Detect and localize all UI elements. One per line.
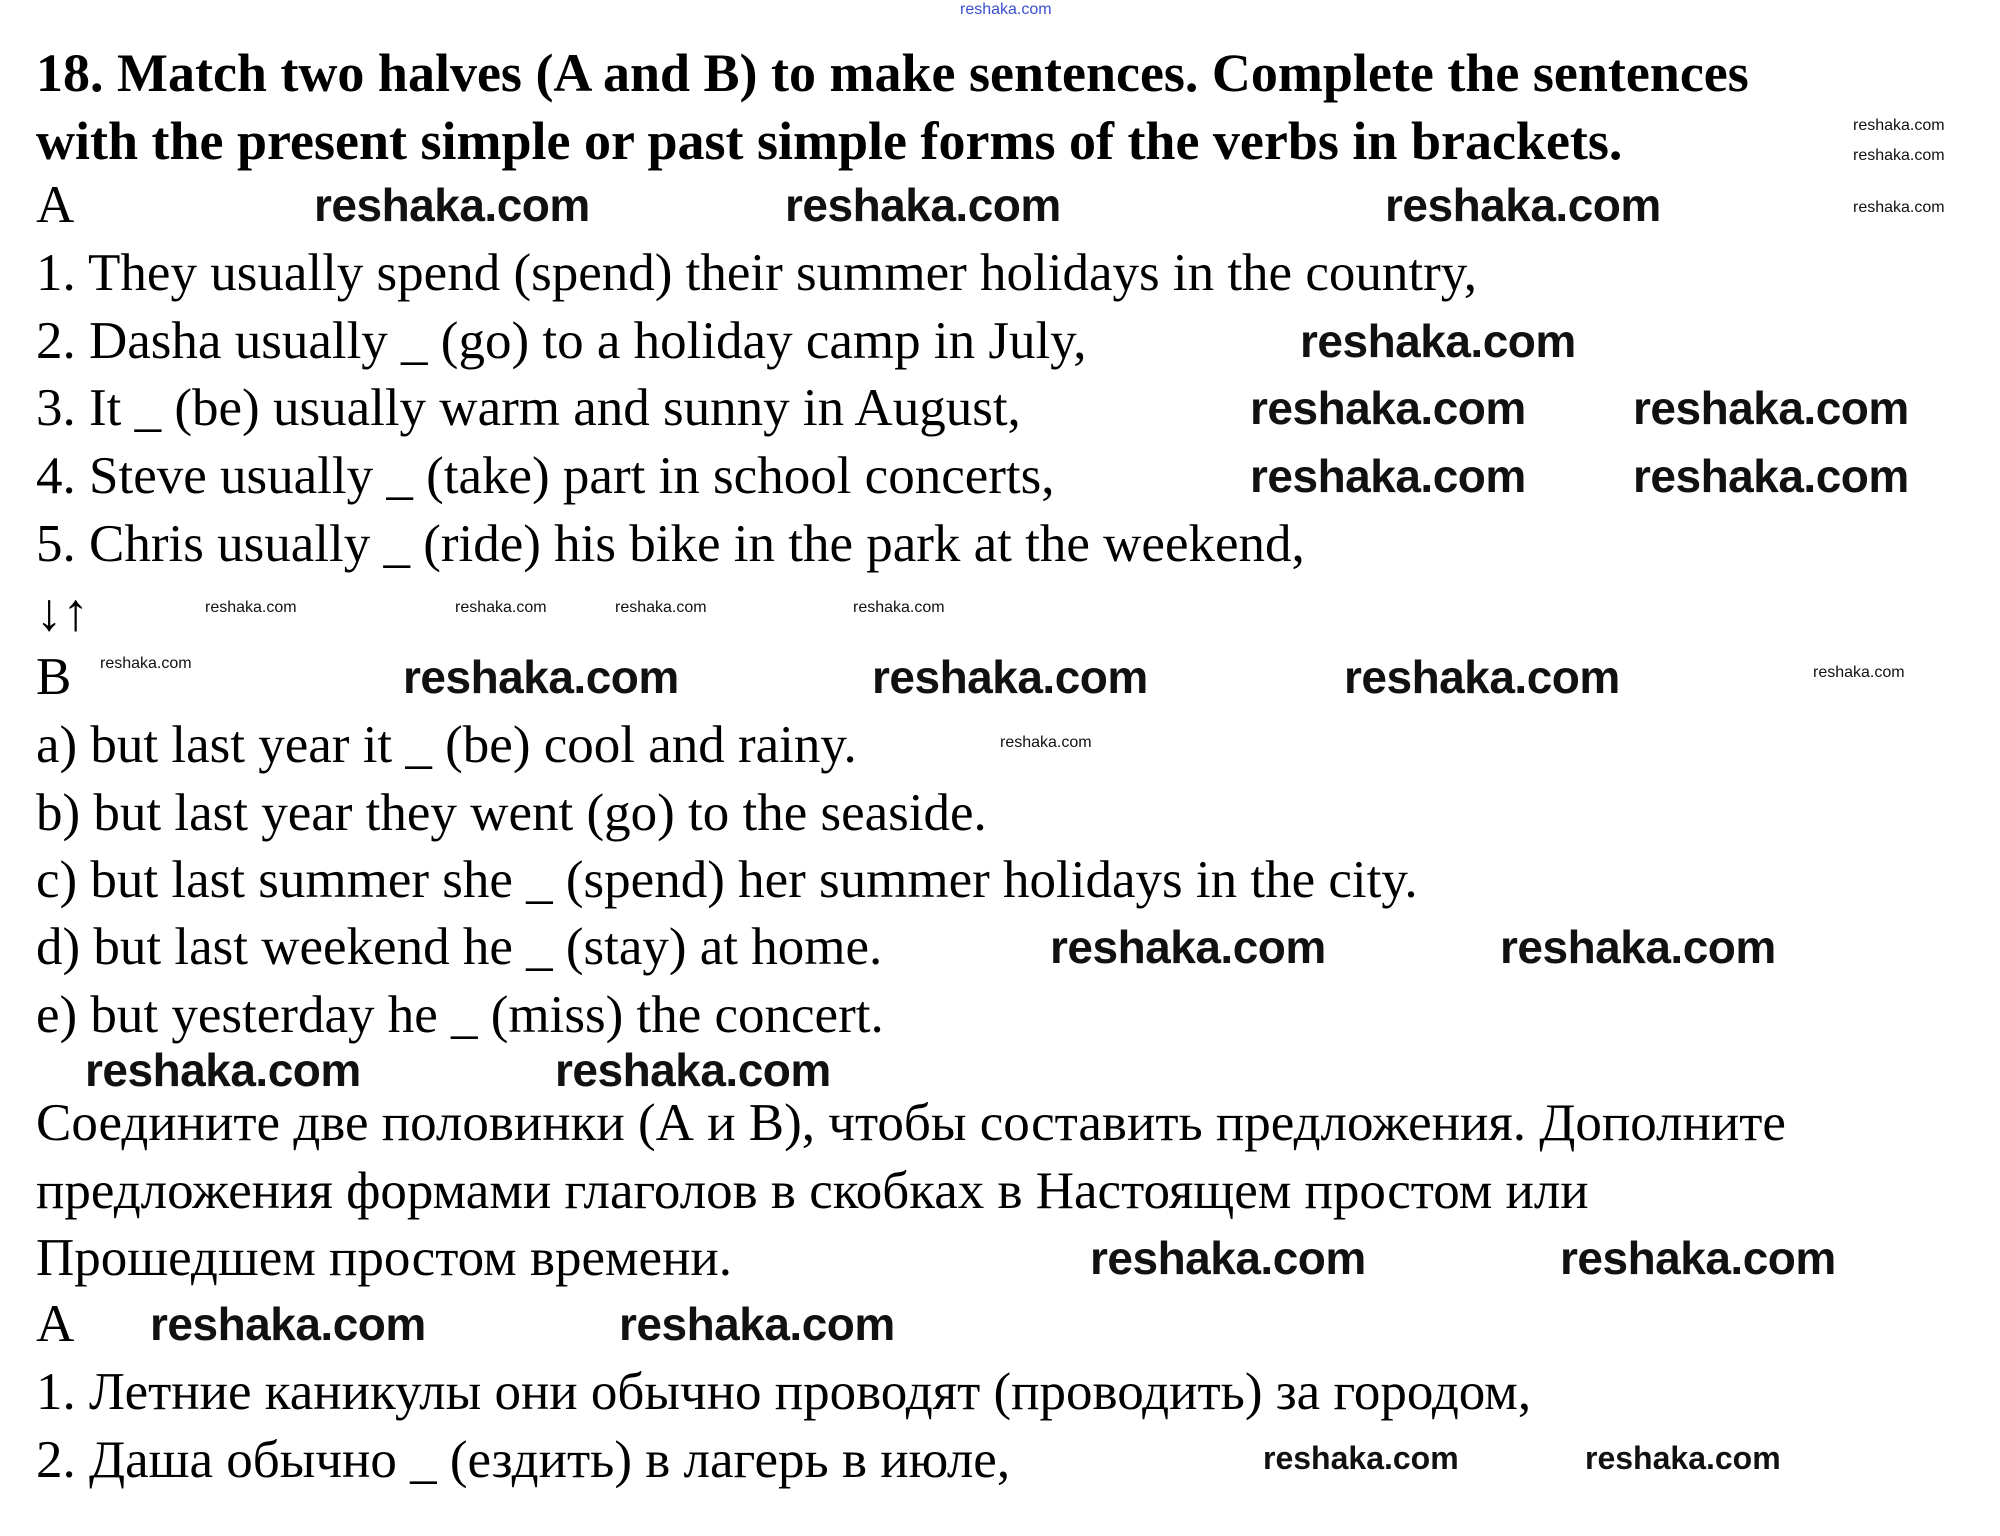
watermark-text: reshaka.com	[872, 651, 1148, 703]
part-b-item-b: b) but last year they went (go) to the seaside.	[36, 784, 987, 842]
translation-item-1: 1. Летние каникулы они обычно проводят (проводить) за городом,	[36, 1363, 1532, 1421]
watermark-text: reshaka.com	[1853, 117, 1945, 134]
watermark-text: reshaka.com	[1385, 179, 1661, 231]
watermark-text: reshaka.com	[1050, 921, 1326, 973]
watermark-text: reshaka.com	[615, 599, 707, 616]
watermark-text: reshaka.com	[1250, 450, 1526, 502]
part-a-item-5: 5. Chris usually _ (ride) his bike in the park at the weekend,	[36, 515, 1305, 573]
translation-line-2: предложения формами глаголов в скобках в Настоящем простом или	[36, 1162, 1589, 1220]
watermark-text: reshaka.com	[403, 651, 679, 703]
watermark-text: reshaka.com	[1263, 1440, 1459, 1476]
part-b-item-c: c) but last summer she _ (spend) her summer holidays in the city.	[36, 851, 1418, 909]
watermark-text: reshaka.com	[455, 599, 547, 616]
part-b-item-d: d) but last weekend he _ (stay) at home.	[36, 918, 883, 976]
part-a-item-1: 1. They usually spend (spend) their summer holidays in the country,	[36, 244, 1478, 302]
watermark-text: reshaka.com	[785, 179, 1061, 231]
watermark-text: reshaka.com	[1633, 382, 1909, 434]
watermark-text: reshaka.com	[205, 599, 297, 616]
watermark-text: reshaka.com	[1853, 199, 1945, 216]
watermark-text: reshaka.com	[1853, 147, 1945, 164]
watermark-text: reshaka.com	[1560, 1232, 1836, 1284]
watermark-text: reshaka.com	[853, 599, 945, 616]
watermark-text: reshaka.com	[1633, 450, 1909, 502]
watermark-text: reshaka.com	[1585, 1440, 1781, 1476]
part-a-item-3: 3. It _ (be) usually warm and sunny in August,	[36, 379, 1021, 437]
watermark-text: reshaka.com	[1500, 921, 1776, 973]
translation-line-3: Прошедшем простом времени.	[36, 1229, 733, 1287]
watermark-text: reshaka.com	[1090, 1232, 1366, 1284]
watermark-text: reshaka.com	[1300, 315, 1576, 367]
translation-part-a-label: А	[36, 1295, 75, 1353]
watermark-text: reshaka.com	[314, 179, 590, 231]
watermark-text: reshaka.com	[1000, 734, 1092, 751]
watermark-text: reshaka.com	[619, 1298, 895, 1350]
watermark-text: reshaka.com	[150, 1298, 426, 1350]
translation-item-2: 2. Даша обычно _ (ездить) в лагерь в июле,	[36, 1431, 1011, 1489]
exercise-title-line-2: with the present simple or past simple forms of the verbs in brackets.	[36, 111, 1623, 171]
watermark-text: reshaka.com	[1250, 382, 1526, 434]
part-b-label: B	[36, 648, 72, 706]
part-a-item-4: 4. Steve usually _ (take) part in school concerts,	[36, 447, 1055, 505]
part-b-item-e: e) but yesterday he _ (miss) the concert.	[36, 986, 884, 1044]
part-a-label: A	[36, 176, 75, 234]
translation-line-1: Соедините две половинки (А и В), чтобы составить предложения. Дополните	[36, 1094, 1786, 1152]
part-b-item-a: a) but last year it _ (be) cool and rainy.	[36, 716, 857, 774]
watermark-text: reshaka.com	[960, 1, 1052, 18]
watermark-text: reshaka.com	[85, 1044, 361, 1096]
arrows-symbol: ↓↑	[36, 584, 89, 642]
watermark-text: reshaka.com	[100, 655, 192, 672]
watermark-text: reshaka.com	[1344, 651, 1620, 703]
watermark-text: reshaka.com	[555, 1044, 831, 1096]
part-a-item-2: 2. Dasha usually _ (go) to a holiday camp in July,	[36, 312, 1087, 370]
exercise-title-line-1: 18. Match two halves (A and B) to make sentences. Complete the sentences	[36, 43, 1749, 103]
watermark-text: reshaka.com	[1813, 664, 1905, 681]
